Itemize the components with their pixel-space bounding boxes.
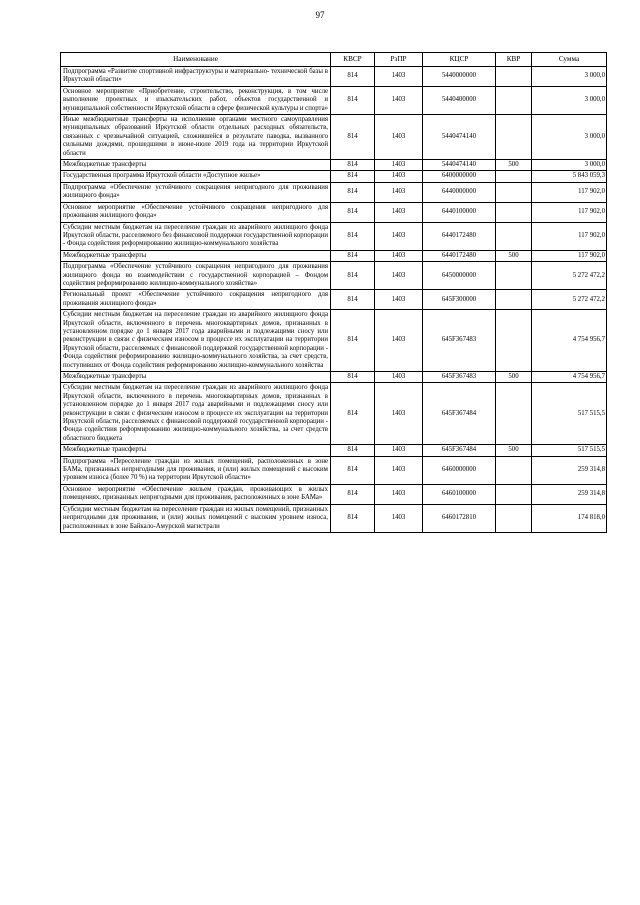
- column-header-name: Наименование: [61, 53, 331, 67]
- table-row: [61, 504, 607, 532]
- table-row: [61, 171, 607, 182]
- column-header-rzpr: РзПР: [375, 53, 423, 67]
- cell-sum: 3 000,0: [532, 160, 607, 171]
- cell-rzpr: 1403: [375, 67, 423, 87]
- cell-kcsr: 6440172480: [423, 222, 496, 250]
- cell-kcsr: 645F300000: [423, 290, 496, 310]
- table-row: [61, 222, 607, 250]
- cell-kvr: 500: [496, 372, 532, 383]
- cell-sum: 117 902,0: [532, 222, 607, 250]
- cell-kcsr: 645F367484: [423, 445, 496, 456]
- cell-kcsr: 6460100000: [423, 484, 496, 504]
- cell-sum: 4 754 956,7: [532, 310, 607, 372]
- cell-sum: 3 000,0: [532, 67, 607, 87]
- column-header-kcsr: КЦСР: [423, 53, 496, 67]
- cell-rzpr: 1403: [375, 372, 423, 383]
- cell-kvr: 500: [496, 445, 532, 456]
- cell-sum: 117 902,0: [532, 182, 607, 202]
- table-row: [61, 456, 607, 484]
- cell-rzpr: 1403: [375, 445, 423, 456]
- cell-rzpr: 1403: [375, 202, 423, 222]
- cell-kvr: [496, 222, 532, 250]
- table-row: [61, 262, 607, 290]
- cell-kcsr: 5440000000: [423, 67, 496, 87]
- cell-kcsr: 6440100000: [423, 202, 496, 222]
- cell-kcsr: 5440400000: [423, 86, 496, 114]
- cell-kvr: [496, 115, 532, 160]
- cell-name: Межбюджетные трансферты: [61, 445, 331, 456]
- cell-kcsr: 6450000000: [423, 262, 496, 290]
- table-row: [61, 383, 607, 445]
- cell-rzpr: 1403: [375, 86, 423, 114]
- table-row: [61, 445, 607, 456]
- cell-name: Иные межбюджетные трансферты на исполнение органами местного самоуправления муниципальных образований Иркутской области отдельных расходных обязательств, связанных с чрезвычайной ситуацией, сложившейся в результате паводка, вызванного сильными дождями, прошедшими в июне-июле 2019 года на территории Иркутской области: [61, 115, 331, 160]
- cell-sum: 117 902,0: [532, 250, 607, 261]
- cell-kvsr: 814: [331, 262, 375, 290]
- cell-kcsr: 6440172480: [423, 250, 496, 261]
- cell-name: Субсидии местным бюджетам на переселение граждан из аварийного жилищного фонда Иркутской области, включенного в перечень многоквартирных домов, признанных в установленном порядке до 1 января 2017 года аварийными и подлежащими сносу или реконструкции в связи с физическим износом в процессе их эксплуатации на территории Иркутской области, расселяемых с финансовой поддержкой государственной корпорации - Фонда содействия реформированию жилищно-коммунального хозяйства, за счет средств, поступивших от Фонда содействия реформированию жилищно-коммунального хозяйства: [61, 310, 331, 372]
- cell-sum: 3 000,0: [532, 86, 607, 114]
- table-body: [61, 67, 607, 533]
- cell-kvr: [496, 310, 532, 372]
- cell-kvsr: 814: [331, 310, 375, 372]
- cell-rzpr: 1403: [375, 160, 423, 171]
- cell-name: Подпрограмма «Переселение граждан из жилых помещений, расположенных в зоне БАМа, признанных непригодными для проживания, и (или) жилых помещений с высоким уровнем износа (более 70 %) на территории Иркутской области»: [61, 456, 331, 484]
- cell-rzpr: 1403: [375, 262, 423, 290]
- cell-name: Подпрограмма «Развитие спортивной инфраструктуры и материально- технической базы в Иркутской области»: [61, 67, 331, 87]
- column-header-sum: Сумма: [532, 53, 607, 67]
- cell-rzpr: 1403: [375, 310, 423, 372]
- cell-sum: 5 272 472,2: [532, 290, 607, 310]
- cell-kvr: [496, 290, 532, 310]
- table-row: [61, 310, 607, 372]
- cell-kcsr: 6400000000: [423, 171, 496, 182]
- cell-rzpr: 1403: [375, 171, 423, 182]
- cell-kvr: 500: [496, 160, 532, 171]
- cell-sum: 5 272 472,2: [532, 262, 607, 290]
- table-header-row: [61, 53, 607, 67]
- cell-name: Основное мероприятие «Приобретение, строительство, реконструкция, в том числе выполнение проектных и изыскательских работ, объектов государственной и муниципальной собственности Иркутской области в сфере физической культуры и спорта»: [61, 86, 331, 114]
- cell-rzpr: 1403: [375, 222, 423, 250]
- cell-kvsr: 814: [331, 383, 375, 445]
- cell-name: Межбюджетные трансферты: [61, 372, 331, 383]
- cell-kvr: [496, 456, 532, 484]
- cell-kvr: [496, 202, 532, 222]
- cell-kvr: [496, 182, 532, 202]
- cell-name: Государственная программа Иркутской области «Доступное жилье»: [61, 171, 331, 182]
- cell-name: Межбюджетные трансферты: [61, 250, 331, 261]
- cell-kvsr: 814: [331, 67, 375, 87]
- cell-kvsr: 814: [331, 222, 375, 250]
- cell-rzpr: 1403: [375, 484, 423, 504]
- cell-rzpr: 1403: [375, 182, 423, 202]
- cell-kcsr: 5440474140: [423, 160, 496, 171]
- cell-kcsr: 6460172810: [423, 504, 496, 532]
- cell-kvsr: 814: [331, 445, 375, 456]
- cell-kvr: [496, 484, 532, 504]
- cell-kvr: [496, 262, 532, 290]
- cell-kvsr: 814: [331, 250, 375, 261]
- cell-sum: 5 843 059,3: [532, 171, 607, 182]
- cell-kcsr: 645F367483: [423, 310, 496, 372]
- cell-name: Субсидии местным бюджетам на переселение граждан из аварийного жилищного фонда Иркутской области, включенного в перечень многоквартирных домов, признанных в установленном порядке до 1 января 2017 года аварийными и подлежащими сносу или реконструкции в связи с физическим износом в процессе их эксплуатации на территории Иркутской области, расселяемых с финансовой поддержкой государственной корпорации - Фонда содействия реформированию жилищно-коммунального хозяйства, за счет средств областного бюджета: [61, 383, 331, 445]
- cell-kvr: [496, 67, 532, 87]
- cell-kvsr: 814: [331, 456, 375, 484]
- cell-kcsr: 645F367483: [423, 372, 496, 383]
- table-row: [61, 160, 607, 171]
- table-row: [61, 484, 607, 504]
- budget-table: [60, 52, 607, 533]
- table-row: [61, 290, 607, 310]
- cell-kcsr: 6460000000: [423, 456, 496, 484]
- cell-kvsr: 814: [331, 115, 375, 160]
- table-row: [61, 182, 607, 202]
- cell-sum: 259 314,8: [532, 484, 607, 504]
- cell-kvsr: 814: [331, 372, 375, 383]
- page-number: 97: [315, 10, 325, 20]
- cell-sum: 117 902,0: [532, 202, 607, 222]
- cell-kcsr: 5440474140: [423, 115, 496, 160]
- column-header-kvr: КВР: [496, 53, 532, 67]
- cell-sum: 517 515,5: [532, 445, 607, 456]
- cell-kvr: [496, 504, 532, 532]
- cell-rzpr: 1403: [375, 290, 423, 310]
- cell-kvr: 500: [496, 250, 532, 261]
- cell-kvsr: 814: [331, 86, 375, 114]
- cell-kvsr: 814: [331, 160, 375, 171]
- cell-kvsr: 814: [331, 171, 375, 182]
- table-row: [61, 67, 607, 87]
- cell-sum: 174 818,0: [532, 504, 607, 532]
- cell-name: Подпрограмма «Обеспечение устойчивого сокращения непригодного для проживания жилищного фонда во взаимодействии с государственной корпорацией – Фондом содействия реформированию жилищно-коммунального хозяйства»: [61, 262, 331, 290]
- cell-kcsr: 645F367484: [423, 383, 496, 445]
- table-row: [61, 86, 607, 114]
- table-row: [61, 202, 607, 222]
- cell-kvsr: 814: [331, 290, 375, 310]
- cell-kvr: [496, 171, 532, 182]
- cell-sum: 3 000,0: [532, 115, 607, 160]
- cell-kvsr: 814: [331, 202, 375, 222]
- cell-sum: 259 314,8: [532, 456, 607, 484]
- cell-kvsr: 814: [331, 504, 375, 532]
- column-header-kvsr: КВСР: [331, 53, 375, 67]
- table-row: [61, 115, 607, 160]
- cell-rzpr: 1403: [375, 504, 423, 532]
- cell-rzpr: 1403: [375, 383, 423, 445]
- table-row: [61, 372, 607, 383]
- cell-name: Основное мероприятие «Обеспечение устойчивого сокращения непригодного для проживания жилищного фонда»: [61, 202, 331, 222]
- cell-sum: 517 515,5: [532, 383, 607, 445]
- cell-rzpr: 1403: [375, 115, 423, 160]
- cell-kvr: [496, 86, 532, 114]
- cell-sum: 4 754 956,7: [532, 372, 607, 383]
- cell-name: Субсидии местным бюджетам на переселение граждан из аварийного жилищного фонда Иркутской области, расселяемого без финансовой поддержки государственной корпорации - Фонда содействия реформированию жилищно-коммунального хозяйства: [61, 222, 331, 250]
- cell-kvsr: 814: [331, 484, 375, 504]
- cell-kvr: [496, 383, 532, 445]
- cell-name: Региональный проект «Обеспечение устойчивого сокращения непригодного для проживания жилищного фонда»: [61, 290, 331, 310]
- table-row: [61, 250, 607, 261]
- cell-rzpr: 1403: [375, 456, 423, 484]
- cell-name: Подпрограмма «Обеспечение устойчивого сокращения непригодного для проживания жилищного фонда»: [61, 182, 331, 202]
- cell-name: Межбюджетные трансферты: [61, 160, 331, 171]
- cell-name: Основное мероприятие «Обеспечение жильем граждан, проживающих в жилых помещениях, признанных непригодными для проживания, расположенных в зоне БАМа»: [61, 484, 331, 504]
- cell-kcsr: 6440000000: [423, 182, 496, 202]
- cell-name: Субсидии местным бюджетам на переселение граждан из жилых помещений, признанных непригодными для проживания, и (или) жилых помещений с высоким уровнем износа, расположенных в зоне Байкало-Амурской магистрали: [61, 504, 331, 532]
- cell-rzpr: 1403: [375, 250, 423, 261]
- cell-kvsr: 814: [331, 182, 375, 202]
